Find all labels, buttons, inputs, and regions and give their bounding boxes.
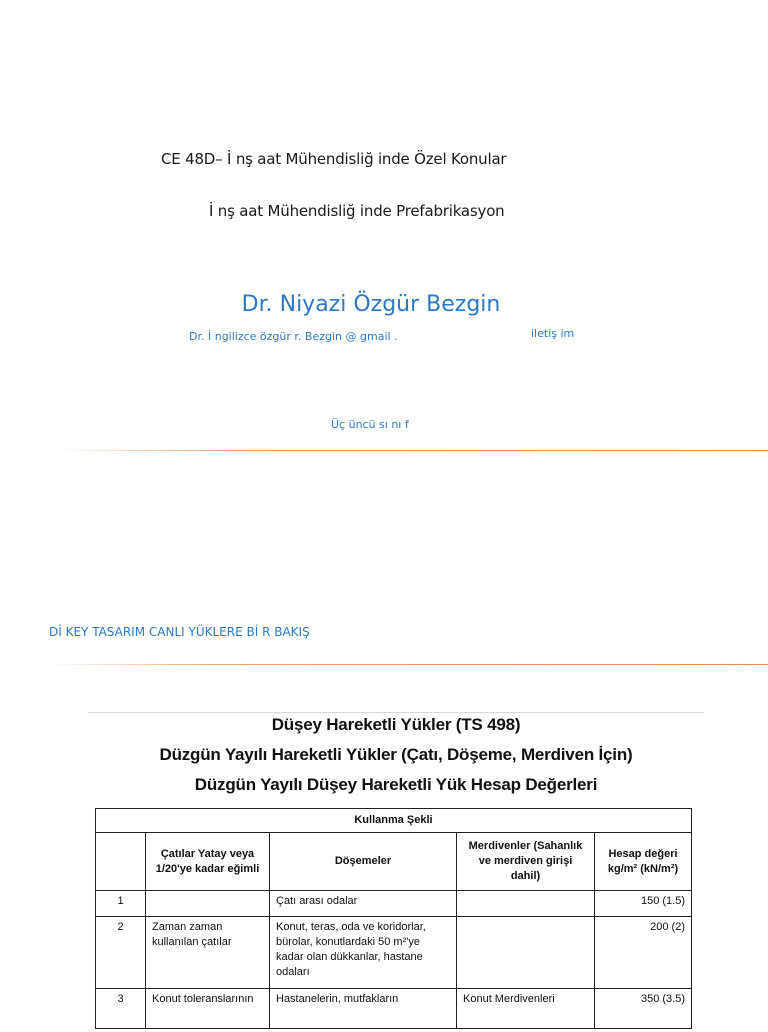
table-row (96, 917, 692, 989)
header-cell-stairs: Merdivenler (Sahanlık ve merdiven girişi dahil) (457, 833, 595, 891)
author-name: Dr. Niyazi Özgür Bezgin (241, 292, 501, 317)
figure-top-border (88, 712, 704, 713)
row-roof: Zaman zaman kullanılan çatılar (146, 917, 270, 989)
table-row (96, 891, 692, 917)
row-number: 1 (96, 891, 146, 917)
row-value: 150 (1.5) (595, 891, 692, 917)
header-cell-roofs: Çatılar Yatay veya 1/20'ye kadar eğimli (146, 833, 270, 891)
table-header-row (96, 833, 692, 891)
table-row (96, 989, 692, 1029)
row-roof (146, 891, 270, 917)
group-header-cell: Kullanma Şekli (96, 809, 692, 833)
divider-line (55, 450, 768, 451)
figure-subtitle: Düzgün Yayılı Düşey Hareketli Yük Hesap Değerleri (194, 775, 598, 794)
row-value: 350 (3.5) (595, 989, 692, 1029)
header-cell-value: Hesap değeri kg/m² (kN/m²) (595, 833, 692, 891)
row-number: 3 (96, 989, 146, 1029)
author-email-line: Dr. İ ngilizce özgür r. Bezgin @ gmail . (189, 330, 398, 343)
header-cell-number (96, 833, 146, 891)
author-contact-label: iletiş im (531, 327, 575, 340)
row-floor: Konut, teras, oda ve koridorlar, bürolar, konutlardaki 50 m²'ye kadar olan dükkanlar, hastane odaları (270, 917, 457, 989)
course-subtitle: İ nş aat Mühendisliğ inde Prefabrikasyon (209, 202, 505, 220)
table-header-row (96, 809, 692, 833)
row-number: 2 (96, 917, 146, 989)
row-stair (457, 891, 595, 917)
row-stair (457, 917, 595, 989)
row-floor: Hastanelerin, mutfakların (270, 989, 457, 1029)
row-value: 200 (2) (595, 917, 692, 989)
course-code-title: CE 48D– İ nş aat Mühendisliğ inde Özel Konular (161, 150, 507, 168)
loads-table (95, 808, 692, 1029)
row-floor: Çatı arası odalar (270, 891, 457, 917)
figure-subtitle: Düzgün Yayılı Hareketli Yükler (Çatı, Döşeme, Merdiven İçin) (159, 745, 633, 764)
row-stair: Konut Merdivenleri (457, 989, 595, 1029)
page-label: Üç üncü sı nı f (331, 418, 409, 431)
scanned-table-figure (88, 712, 704, 1032)
header-cell-floors: Döşemeler (270, 833, 457, 891)
figure-title: Düşey Hareketli Yükler (TS 498) (271, 715, 521, 734)
row-roof: Konut toleranslarının (146, 989, 270, 1029)
divider-line (48, 664, 768, 665)
section-heading: Dİ KEY TASARIM CANLI YÜKLERE Bİ R BAKIŞ (49, 625, 310, 639)
